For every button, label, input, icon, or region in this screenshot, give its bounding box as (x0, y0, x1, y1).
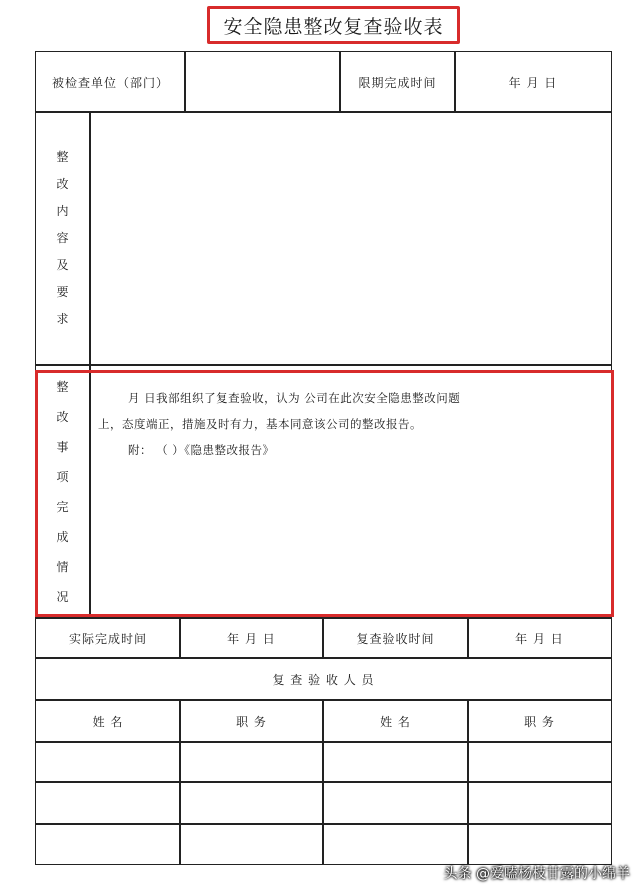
content-area[interactable] (89, 111, 612, 366)
blank-cell[interactable] (467, 781, 612, 825)
content-label-char: 求 (56, 312, 70, 326)
content-label-char: 改 (56, 177, 70, 191)
completion-label-char: 项 (56, 469, 70, 484)
content-label-char: 容 (56, 231, 70, 245)
review-time-label: 复查验收时间 (322, 617, 469, 659)
content-label (35, 111, 91, 366)
watermark: 头条 @爱嗑杨枝甘露的小绵羊 (443, 866, 630, 882)
unit-value[interactable] (184, 51, 341, 113)
completion-label (35, 364, 91, 619)
blank-cell[interactable] (35, 823, 181, 865)
content-label-char: 及 (56, 258, 70, 272)
blank-cell[interactable] (179, 823, 324, 865)
review-time-value[interactable]: 年 月 日 (467, 617, 612, 659)
completion-label-char: 成 (56, 529, 70, 544)
blank-cell[interactable] (322, 781, 469, 825)
completion-label-char: 事 (56, 439, 70, 454)
deadline-label: 限期完成时间 (339, 51, 456, 113)
blank-cell[interactable] (467, 823, 612, 865)
actual-time-value[interactable]: 年 月 日 (179, 617, 324, 659)
blank-cell[interactable] (179, 781, 324, 825)
col-name-2: 姓 名 (322, 699, 469, 743)
content-label-char: 整 (56, 150, 70, 164)
completion-text-line2: 上，态度端正，措施及时有力，基本同意该公司的整改报告。 (98, 417, 422, 431)
content-label-char: 要 (56, 285, 70, 299)
blank-cell[interactable] (322, 823, 469, 865)
completion-label-char: 情 (56, 559, 70, 574)
completion-label-char: 况 (56, 589, 70, 604)
completion-label-char: 完 (56, 499, 70, 514)
completion-label-char: 整 (56, 379, 70, 394)
unit-label: 被检查单位（部门） (35, 51, 186, 113)
col-title-1: 职 务 (179, 699, 324, 743)
col-title-2: 职 务 (467, 699, 612, 743)
blank-cell[interactable] (35, 741, 181, 783)
content-label-char: 内 (56, 204, 70, 218)
col-name-1: 姓 名 (35, 699, 181, 743)
deadline-value[interactable]: 年 月 日 (454, 51, 612, 113)
personnel-header: 复 查 验 收 人 员 (35, 657, 612, 701)
completion-label-char: 改 (56, 409, 70, 424)
blank-cell[interactable] (467, 741, 612, 783)
form-title: 安全隐患整改复查验收表 (207, 6, 460, 44)
completion-text-line3: 附： （ ）《隐患整改报告》 (128, 443, 275, 457)
blank-cell[interactable] (179, 741, 324, 783)
blank-cell[interactable] (322, 741, 469, 783)
blank-cell[interactable] (35, 781, 181, 825)
actual-time-label: 实际完成时间 (35, 617, 181, 659)
completion-text-line1: 月 日我部组织了复查验收，认为 公司在此次安全隐患整改问题 (128, 391, 461, 405)
